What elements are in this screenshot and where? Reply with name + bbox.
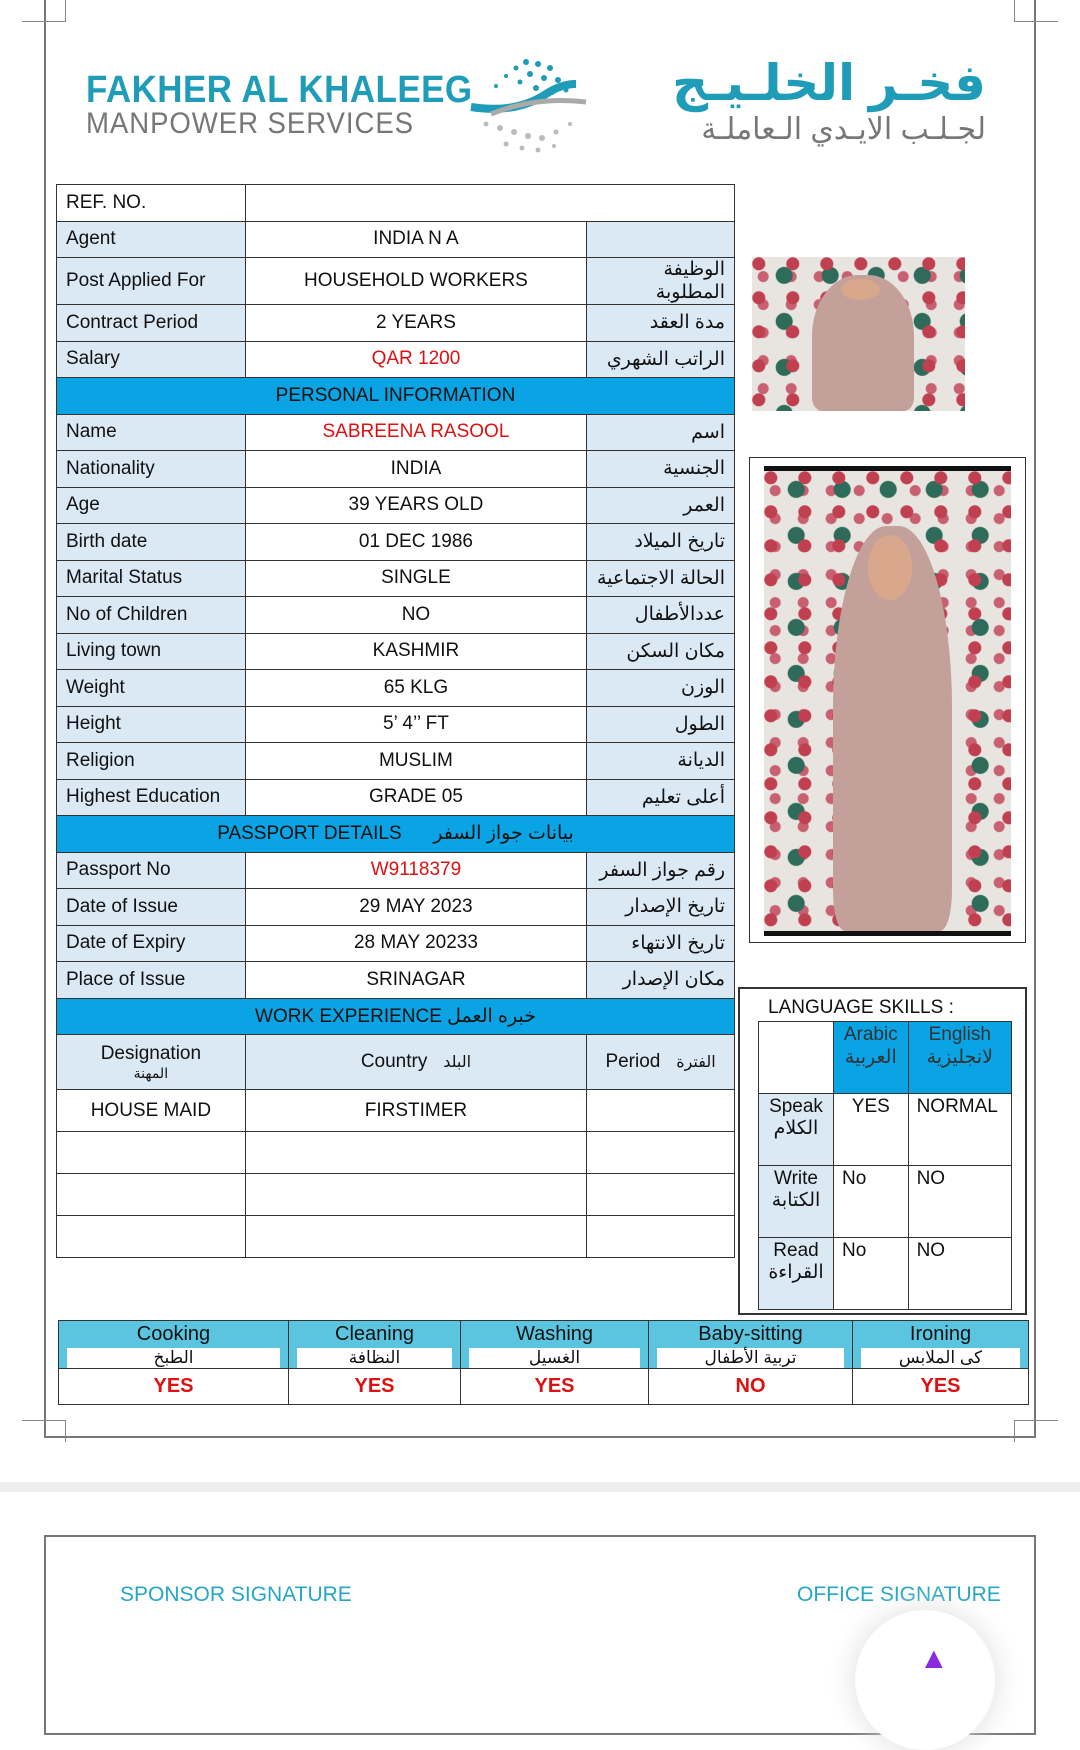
english-level: NO [908, 1238, 1011, 1310]
company-logo [86, 55, 986, 160]
row-label-ar [587, 221, 735, 258]
passport-title-ar: بيانات جواز السفر [433, 823, 574, 845]
table-row [57, 852, 735, 889]
col-en: Arabic [843, 1024, 898, 1045]
skill-label [759, 1166, 834, 1238]
row-label: Living town [57, 633, 246, 670]
crop-mark [22, 0, 66, 22]
work-period [587, 1090, 735, 1132]
row-label: Age [57, 487, 246, 524]
arabic-level: YES [834, 1094, 909, 1166]
logo-subtext-ar: لجـلـب الايـدي الـعاملـة [701, 113, 986, 146]
skill-value: YES [461, 1369, 649, 1405]
row-label: Name [57, 414, 246, 451]
sponsor-signature-label: SPONSOR SIGNATURE [120, 1583, 352, 1606]
row-label-ar: الحالة الاجتماعية [587, 560, 735, 597]
skill-value: YES [853, 1369, 1029, 1405]
row-value: NO [245, 597, 586, 634]
row-value: SRINAGAR [245, 962, 586, 999]
row-value: 65 KLG [245, 670, 586, 707]
logo-text-en: FAKHER AL KHALEEG [86, 69, 473, 111]
skill-en: Ironing [909, 1323, 972, 1345]
table-row [57, 962, 735, 999]
work-title-ar: خبره العمل [447, 1005, 536, 1027]
skills-table [58, 1320, 1029, 1405]
arabic-col-header [834, 1022, 909, 1094]
table-row [57, 779, 735, 816]
skill-value: NO [649, 1369, 853, 1405]
language-skills-title: LANGUAGE SKILLS : [768, 997, 954, 1018]
row-label-ar: مدة العقد [587, 305, 735, 342]
name-value: SABREENA RASOOL [245, 414, 586, 451]
row-label-ar: الطول [587, 706, 735, 743]
country-label: Country [360, 1051, 428, 1072]
col-ar: لانجليزية [926, 1047, 993, 1068]
skill-header [289, 1321, 461, 1369]
ref-value [245, 185, 734, 222]
skill-ar: الطبخ [67, 1348, 280, 1368]
row-label-ar: أعلى تعليم [587, 779, 735, 816]
table-row [57, 706, 735, 743]
skills-value-row [59, 1369, 1029, 1405]
table-row [57, 221, 735, 258]
table-row [57, 1132, 735, 1174]
row-value: 5’ 4’’ FT [245, 706, 586, 743]
personal-info-title: PERSONAL INFORMATION [57, 378, 735, 415]
row-label: Birth date [57, 524, 246, 561]
logo-subtext-en: MANPOWER SERVICES [86, 107, 414, 140]
arabic-level: No [834, 1166, 909, 1238]
office-signature-label: OFFICE SIGNATURE [797, 1583, 1001, 1606]
row-label: Weight [57, 670, 246, 707]
work-designation: HOUSE MAID [57, 1090, 246, 1132]
passport-title-en: PASSPORT DETAILS [217, 823, 402, 845]
skill-header [59, 1321, 289, 1369]
language-header-row [759, 1022, 1012, 1094]
english-level: NO [908, 1166, 1011, 1238]
designation-header [57, 1035, 246, 1090]
crop-mark [1014, 1420, 1058, 1442]
applicant-photo-full [764, 466, 1011, 936]
row-label: Highest Education [57, 779, 246, 816]
skill-ar: الغسيل [469, 1348, 640, 1368]
language-table [758, 1021, 1012, 1310]
row-label: Passport No [57, 852, 246, 889]
table-row [57, 597, 735, 634]
crop-mark [22, 1420, 66, 1442]
logo-text-ar: فخـر الخلـيـج [672, 55, 986, 111]
row-label-ar: مكان السكن [587, 633, 735, 670]
table-row [57, 925, 735, 962]
row-label: Height [57, 706, 246, 743]
skills-header-row [59, 1321, 1029, 1369]
row-value: 39 YEARS OLD [245, 487, 586, 524]
skill-header [649, 1321, 853, 1369]
table-row [57, 451, 735, 488]
skill-ar: کی الملابس [861, 1348, 1020, 1368]
row-value: 01 DEC 1986 [245, 524, 586, 561]
crop-mark [1014, 0, 1058, 22]
table-row [57, 524, 735, 561]
skill-ar: الكلام [773, 1118, 819, 1139]
row-label: Date of Expiry [57, 925, 246, 962]
skill-en: Write [774, 1168, 818, 1189]
skill-en: Cooking [136, 1323, 211, 1345]
skill-label [759, 1238, 834, 1310]
skill-ar: الكتابة [771, 1190, 821, 1211]
designation-label: Designation [100, 1042, 202, 1064]
language-row [759, 1094, 1012, 1166]
row-label: Post Applied For [57, 258, 246, 305]
country-header [245, 1035, 586, 1090]
row-label-ar: رقم جواز السفر [587, 852, 735, 889]
skill-header [461, 1321, 649, 1369]
skill-en: Cleaning [335, 1323, 414, 1345]
col-en: English [928, 1024, 991, 1045]
row-value: SINGLE [245, 560, 586, 597]
period-header [587, 1035, 735, 1090]
table-row [57, 487, 735, 524]
page-separator [0, 1482, 1080, 1492]
row-label-ar: الراتب الشهري [587, 341, 735, 378]
work-title [57, 998, 735, 1035]
skill-en: Read [773, 1240, 819, 1261]
skill-value: YES [59, 1369, 289, 1405]
row-value: INDIA [245, 451, 586, 488]
table-row [57, 414, 735, 451]
skill-en: Washing [515, 1323, 594, 1345]
country-label-ar: البلد [443, 1054, 472, 1071]
table-row [57, 258, 735, 305]
row-label-ar: العمر [587, 487, 735, 524]
skill-ar: تربية الأطفال [657, 1348, 844, 1368]
table-row [57, 670, 735, 707]
work-country: FIRSTIMER [245, 1090, 586, 1132]
english-col-header [908, 1022, 1011, 1094]
row-label-ar: تاريخ الانتهاء [587, 925, 735, 962]
language-skills-box [738, 987, 1027, 1315]
row-value: GRADE 05 [245, 779, 586, 816]
empty-cell [759, 1022, 834, 1094]
table-row [57, 633, 735, 670]
row-label-ar: اسم [587, 414, 735, 451]
ref-label: REF. NO. [57, 185, 246, 222]
arabic-level: No [834, 1238, 909, 1310]
designation-label-ar: المهنة [133, 1064, 169, 1081]
row-value: 29 MAY 2023 [245, 889, 586, 926]
row-label: No of Children [57, 597, 246, 634]
row-label: Agent [57, 221, 246, 258]
table-row [57, 743, 735, 780]
row-value: HOUSEHOLD WORKERS [245, 258, 586, 305]
period-label-ar: الفترة [676, 1054, 716, 1071]
row-value: MUSLIM [245, 743, 586, 780]
ref-row [57, 185, 735, 222]
table-row [57, 1174, 735, 1216]
row-label: Nationality [57, 451, 246, 488]
section-header [57, 378, 735, 415]
table-row [57, 341, 735, 378]
row-label: Salary [57, 341, 246, 378]
period-label: Period [605, 1051, 661, 1072]
table-row [57, 1216, 735, 1258]
skill-label [759, 1094, 834, 1166]
row-label-ar: مكان الإصدار [587, 962, 735, 999]
row-label: Marital Status [57, 560, 246, 597]
row-value: 2 YEARS [245, 305, 586, 342]
skill-ar: النظافة [297, 1348, 452, 1368]
row-value: 28 MAY 20233 [245, 925, 586, 962]
table-row [57, 1090, 735, 1132]
row-label-ar: الوزن [587, 670, 735, 707]
applicant-photo-small [752, 257, 965, 411]
skill-value: YES [289, 1369, 461, 1405]
row-label: Contract Period [57, 305, 246, 342]
skill-en: Baby-sitting [698, 1323, 803, 1345]
row-label: Place of Issue [57, 962, 246, 999]
row-label: Date of Issue [57, 889, 246, 926]
assistant-icon: ▲ [919, 1642, 949, 1675]
row-label-ar: الجنسية [587, 451, 735, 488]
salary-value: QAR 1200 [245, 341, 586, 378]
passport-number-value: W9118379 [245, 852, 586, 889]
row-label-ar: الديانة [587, 743, 735, 780]
row-label-ar: تاريخ الإصدار [587, 889, 735, 926]
work-header-row [57, 1035, 735, 1090]
globe-logo-icon [466, 52, 591, 157]
skill-en: Speak [769, 1096, 823, 1117]
section-header [57, 816, 735, 853]
skill-header [853, 1321, 1029, 1369]
language-row [759, 1166, 1012, 1238]
floating-assistant-button[interactable] [855, 1610, 995, 1750]
row-label: Religion [57, 743, 246, 780]
table-row [57, 305, 735, 342]
col-ar: العربية [844, 1047, 897, 1068]
table-row [57, 560, 735, 597]
applicant-info-table [56, 184, 735, 1258]
english-level: NORMAL [908, 1094, 1011, 1166]
section-header [57, 998, 735, 1035]
table-row [57, 889, 735, 926]
passport-title [57, 816, 735, 853]
work-title-en: WORK EXPERIENCE [255, 1005, 442, 1027]
row-label-ar: تاريخ الميلاد [587, 524, 735, 561]
row-label-ar: عددالأطفال [587, 597, 735, 634]
skill-ar: القراءة [768, 1262, 824, 1283]
language-row [759, 1238, 1012, 1310]
row-value: KASHMIR [245, 633, 586, 670]
photo-frame [749, 457, 1026, 943]
row-label-ar: الوظيفة المطلوبة [587, 258, 735, 305]
row-value: INDIA N A [245, 221, 586, 258]
